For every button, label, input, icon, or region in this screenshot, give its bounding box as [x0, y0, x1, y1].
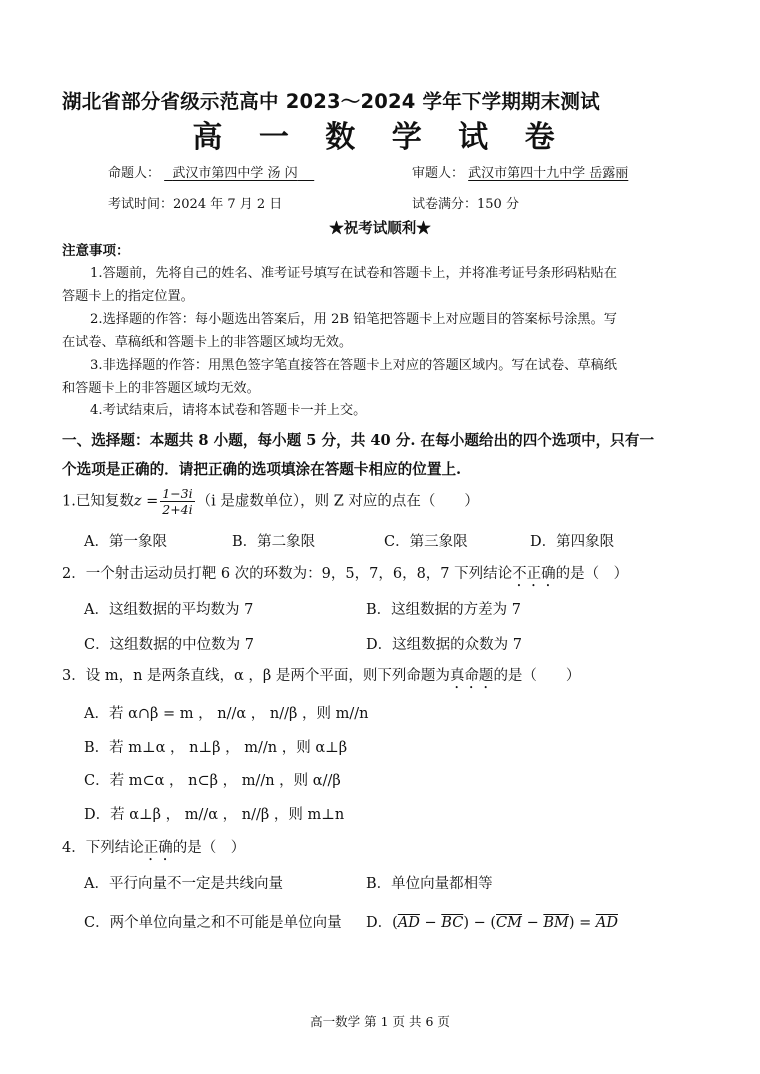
q2-text: 2．一个射击运动员打靶 6 次的环数为：9，5，7，6，8，7 下列结论 [62, 566, 513, 582]
page-footer: 高一数学 第 1 页 共 6 页 [310, 1014, 450, 1029]
full-score: 试卷满分：150 分 [412, 197, 519, 212]
section-1-line-2: 个选项是正确的．请把正确的选项填涂在答题卡相应的位置上. [62, 461, 462, 478]
note-1-line-2: 答题卡上的指定位置。 [62, 289, 194, 304]
q2-emphasis: 不正确 [512, 566, 556, 582]
q1-option-a: A．第一象限 [84, 534, 167, 550]
question-2 [62, 562, 628, 590]
q2-option-c: C．这组数据的中位数为 7 [84, 637, 254, 653]
vector-ad: $\overline{AD}$ [397, 915, 420, 931]
q1-variable: z = [133, 493, 159, 510]
q4-emphasis: 正确 [143, 840, 173, 856]
author-label: 命题人： [108, 166, 161, 181]
q2-option-a: A．这组数据的平均数为 7 [84, 602, 254, 618]
note-4: 4.考试结束后，请将本试卷和答题卡一并上交。 [90, 403, 367, 418]
author-line [108, 162, 314, 181]
q1-suffix: （i 是虚数单位），则 Z 对应的点在（ ） [196, 493, 479, 510]
q3-option-d: D．若 α⊥β ， m//α ， n//β ，则 m⊥n [84, 807, 345, 823]
q4-option-b: B．单位向量都相等 [366, 876, 493, 892]
q4-text-end: 的是（ ） [172, 840, 246, 856]
q4-option-d-label: D． [366, 915, 393, 931]
q2-option-d: D．这组数据的众数为 7 [366, 637, 522, 653]
q3-option-b: B．若 m⊥α ， n⊥β ， m//n ，则 α⊥β [84, 740, 348, 756]
q1-numerator: 1−3i [162, 486, 193, 501]
exam-title: 湖北省部分省级示范高中 2023～2024 学年下学期期末测试 [62, 90, 600, 113]
exam-subtitle: 高 一 数 学 试 卷 [192, 120, 568, 155]
q1-option-d: D．第四象限 [530, 534, 615, 550]
question-1 [62, 486, 479, 517]
vector-bm: $\overline{BM}$ [543, 915, 569, 931]
notes-heading: 注意事项： [62, 243, 130, 259]
note-2-line-2: 在试卷、草稿纸和答题卡上的非答题区域均无效。 [62, 335, 353, 350]
q3-emphasis: 真命题 [449, 668, 494, 684]
author-name: 武汉市第四中学 汤 闪 [172, 166, 298, 181]
question-4 [62, 836, 245, 864]
note-2-line-1: 2.选择题的作答：每小题选出答案后，用 2B 铅笔把答题卡上对应题目的答案标号涂黑。写 [90, 312, 617, 327]
q4-option-d: D．$(\overline{AD} - \overline{BC}) - (\overline{CM} - \overline{BM}) = \overline{AD}$ [366, 915, 618, 931]
q1-denominator: 2+4i [162, 502, 193, 517]
section-1-line-1: 一、选择题：本题共 8 小题，每小题 5 分，共 40 分. 在每小题给出的四个选项中，只有一 [62, 432, 655, 449]
reviewer-line [412, 162, 628, 181]
q4-text: 4．下列结论 [62, 840, 144, 856]
q4-option-a: A．平行向量不一定是共线向量 [84, 876, 283, 892]
vector-bc: $\overline{BC}$ [441, 915, 464, 931]
q1-prefix: 1.已知复数 [62, 493, 134, 510]
q1-fraction [160, 486, 194, 517]
q4-option-c: C．两个单位向量之和不可能是单位向量 [84, 915, 342, 931]
q2-text-end: 的是（ ） [555, 566, 629, 582]
exam-time: 考试时间：2024 年 7 月 2 日 [108, 197, 283, 212]
note-3-line-1: 3.非选择题的作答：用黑色签字笔直接答在答题卡上对应的答题区域内。写在试卷、草稿纸 [90, 358, 617, 373]
q3-option-c: C．若 m⊂α ， n⊂β ， m//n ，则 α//β [84, 773, 341, 789]
q2-option-b: B．这组数据的方差为 7 [366, 602, 521, 618]
q1-option-c: C．第三象限 [384, 534, 468, 550]
q3-text-end: 的是（ ） [493, 668, 581, 684]
q3-text: 3．设 m，n 是两条直线，α ，β 是两个平面，则下列命题为 [62, 668, 450, 684]
note-3-line-2: 和答题卡上的非答题区域均无效。 [62, 381, 260, 396]
vector-ad-result: $\overline{AD}$ [595, 915, 618, 931]
good-luck-banner: ★祝考试顺利★ [329, 220, 431, 237]
q1-option-b: B．第二象限 [232, 534, 316, 550]
q3-option-a: A．若 α∩β = m ， n//α ， n//β ，则 m//n [84, 706, 369, 722]
question-3 [62, 664, 580, 692]
reviewer-name: 武汉市第四十九中学 岳露丽 [468, 166, 629, 181]
reviewer-label: 审题人： [412, 166, 465, 181]
vector-cm: $\overline{CM}$ [496, 915, 522, 931]
note-1-line-1: 1.答题前，先将自己的姓名、准考证号填写在试卷和答题卡上，并将准考证号条形码粘贴在 [90, 266, 617, 281]
